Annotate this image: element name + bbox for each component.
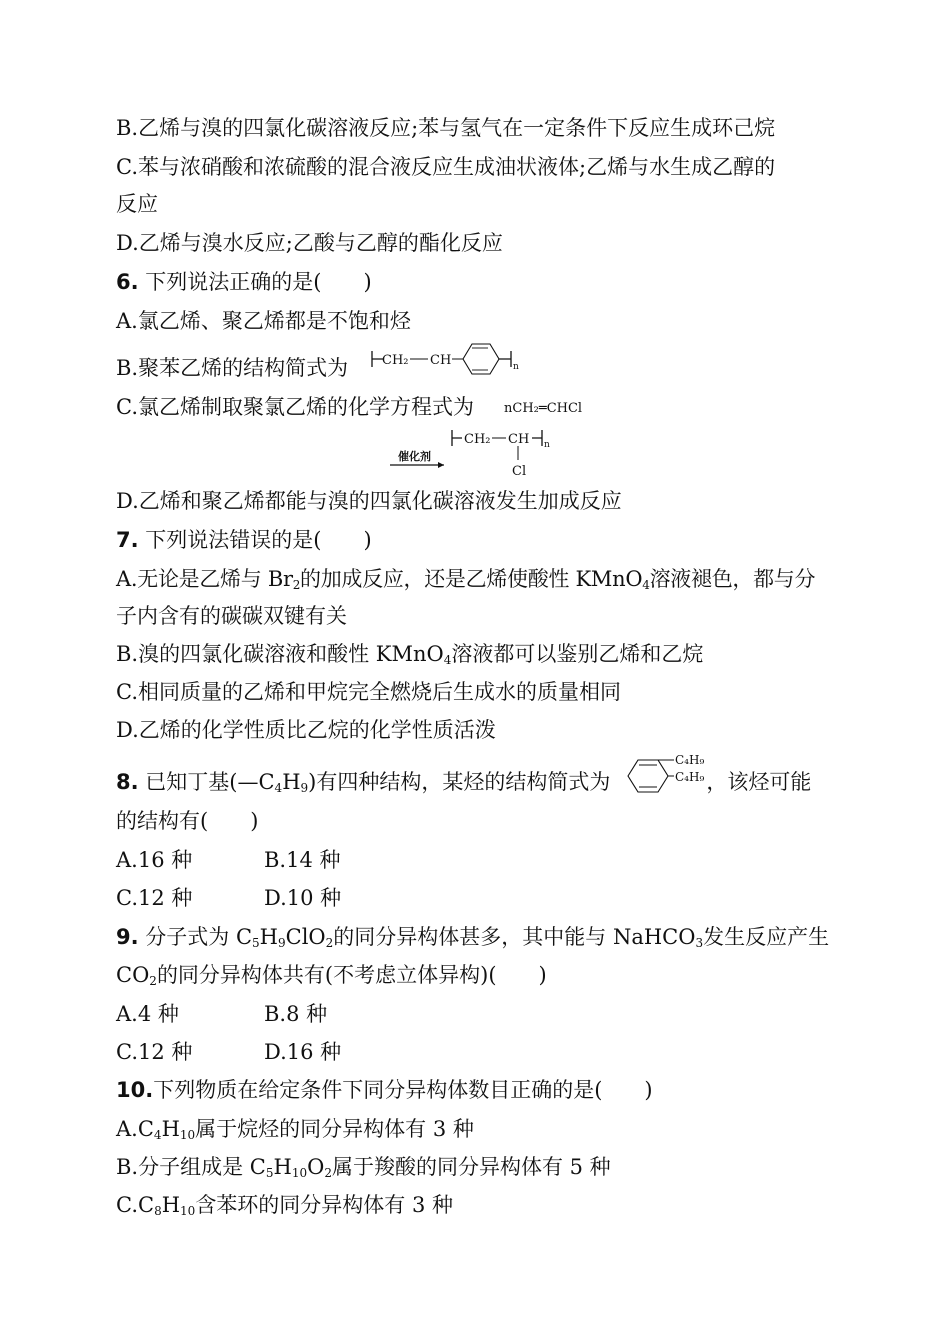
- vinyl-chloride-reactant: [504, 395, 624, 419]
- q6-option-d: D.乙烯和聚乙烯都能与溴的四氯化碳溶液发生加成反应: [116, 489, 622, 513]
- polystyrene-formula: [366, 338, 521, 382]
- q10-stem: [116, 1075, 910, 1105]
- q6-option-c: C.氯乙烯制取聚氯乙烯的化学方程式为: [116, 395, 474, 419]
- q10-option-c: $C.C_8H_{10}$含苯环的同分异构体有 3 种: [116, 1193, 454, 1218]
- option-b: B.8 种: [264, 1002, 328, 1026]
- q7-option-c: C.相同质量的乙烯和甲烷完全燃烧后生成水的质量相同: [116, 680, 621, 704]
- option-c: C.12 种: [116, 886, 193, 910]
- q6-option-a: A.氯乙烯、聚乙烯都是不饱和烃: [116, 309, 411, 333]
- question-text: 下列说法错误的是( ): [145, 528, 372, 552]
- option-d: D.16 种: [264, 1040, 342, 1064]
- svg-text:CH: CH: [508, 432, 530, 447]
- dibutylbenzene-structure: [622, 752, 722, 800]
- polymer-left-group: CH₂: [382, 353, 409, 368]
- svg-text:C₄H₉: C₄H₉: [675, 753, 705, 767]
- q10-option-b: B.分子组成是 $C_5H_{10}O_2$属于羧酸的同分异构体有 5 种: [116, 1155, 611, 1180]
- svg-text:C₄H₉: C₄H₉: [675, 770, 705, 784]
- svg-text:n: n: [544, 440, 550, 450]
- q6-stem: [116, 267, 910, 297]
- question-number: 9.: [116, 925, 139, 949]
- question-text: 下列物质在给定条件下同分异构体数目正确的是( ): [153, 1078, 653, 1102]
- q9-stem-cont: $CO_2$的同分异构体共有(不考虑立体异构)( ): [116, 963, 547, 988]
- question-text: 下列说法正确的是( ): [145, 270, 372, 294]
- polymerization-product: [388, 422, 568, 478]
- q8-options-row1: [116, 845, 910, 875]
- q6-option-b: B.聚苯乙烯的结构简式为: [116, 356, 349, 380]
- q7-stem: [116, 525, 910, 555]
- q9-options-row1: [116, 999, 910, 1029]
- question-number: 7.: [116, 528, 139, 552]
- q7-option-d: D.乙烯的化学性质比乙烷的化学性质活泼: [116, 718, 496, 742]
- svg-text:nCH₂═CHCl: nCH₂═CHCl: [504, 401, 583, 416]
- question-number: 8.: [116, 770, 139, 794]
- polymer-mid-group: CH: [430, 353, 452, 368]
- catalyst-label: 催化剂: [398, 450, 431, 463]
- q9-options-row2: [116, 1037, 910, 1067]
- svg-text:Cl: Cl: [512, 464, 527, 478]
- question-number: 6.: [116, 270, 139, 294]
- q5-option-c: C.苯与浓硝酸和浓硫酸的混合液反应生成油状液体;乙烯与水生成乙醇的: [116, 155, 776, 179]
- option-b: B.14 种: [264, 848, 341, 872]
- q5-option-b: B.乙烯与溴的四氯化碳溶液反应;苯与氢气在一定条件下反应生成环己烷: [116, 116, 776, 140]
- q8-stem-cont: 的结构有( ): [116, 809, 259, 833]
- polymer-n: n: [513, 362, 519, 372]
- q7-option-b: B.溴的四氯化碳溶液和酸性 KMnO$_4$溶液都可以鉴别乙烯和乙烷: [116, 642, 704, 667]
- option-a: A.16 种: [116, 848, 193, 872]
- option-c: C.12 种: [116, 1040, 193, 1064]
- svg-text:CH₂: CH₂: [464, 432, 491, 447]
- q8-stem: 8. 已知丁基$(—C_4H_9)$有四种结构，某烃的结构简式为 ，该烃可能: [116, 770, 812, 795]
- option-a: A.4 种: [116, 1002, 179, 1026]
- q5-option-c-cont: 反应: [116, 192, 158, 216]
- q8-options-row2: [116, 883, 910, 913]
- q7-option-a: A.无论是乙烯与 $Br_2$的加成反应，还是乙烯使酸性 KMnO$_4$溶液褪色，都与分: [116, 567, 816, 592]
- q9-stem: 9. 分子式为 $C_5H_9ClO_2$的同分异构体甚多，其中能与 NaHCO$_3$发生反应产生: [116, 925, 830, 950]
- option-d: D.10 种: [264, 886, 342, 910]
- q7-option-a-cont: 子内含有的碳碳双键有关: [116, 604, 347, 628]
- question-number: 10.: [116, 1078, 154, 1102]
- q5-option-d: D.乙烯与溴水反应;乙酸与乙醇的酯化反应: [116, 231, 503, 255]
- q10-option-a: $A.C_4H_{10}$属于烷烃的同分异构体有 3 种: [116, 1117, 474, 1142]
